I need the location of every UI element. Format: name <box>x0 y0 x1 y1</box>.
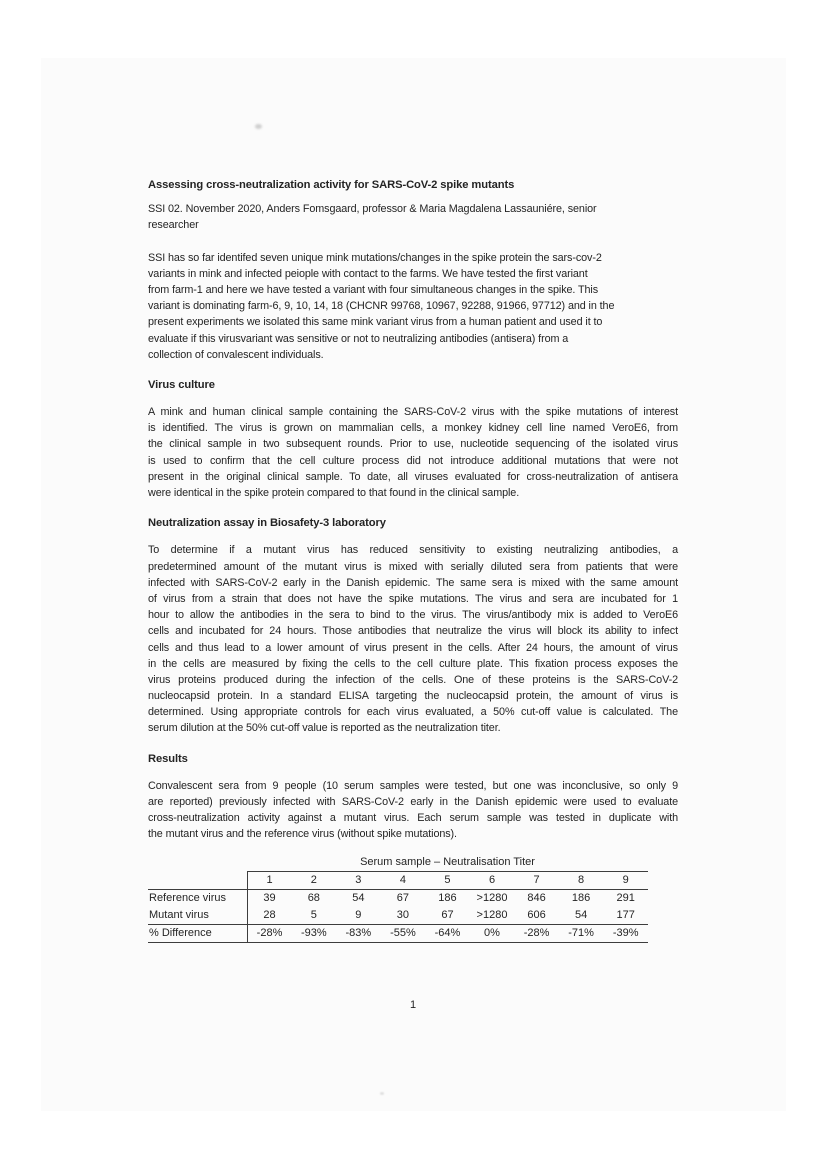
value-cell: 186 <box>571 891 591 904</box>
value-cell: 54 <box>559 907 604 925</box>
value-cell: -83% <box>336 924 381 942</box>
value-cell: 39 <box>247 889 292 907</box>
document-page <box>41 58 786 1111</box>
value-cell: -93% <box>292 924 337 942</box>
paragraph-line: evaluate if this virusvariant was sensitive or not to neutralizing antibodies (antisera) from a <box>148 332 569 345</box>
results-paragraph <box>148 778 678 843</box>
scan-smudge <box>255 124 262 129</box>
paragraph-line: infected with SARS-CoV-2 early in the Danish epidemic. The same sera is mixed with the same amount <box>148 576 678 589</box>
section-heading-results: Results <box>148 752 188 765</box>
column-header-cell: 6 <box>470 871 515 889</box>
row-label-cell: Mutant virus <box>148 907 247 925</box>
table-row-percent-difference <box>148 924 648 942</box>
paragraph-line: cells and incubated for 24 hours. Those antibodies that neutralize the virus will block its ability to infect <box>148 625 678 638</box>
virus-culture-paragraph <box>148 404 678 501</box>
paragraph-line: SSI has so far identifed seven unique mink mutations/changes in the spike protein the sars-cov-2 <box>148 251 602 264</box>
value-cell: 0% <box>470 924 515 942</box>
neutralization-assay-paragraph <box>148 542 678 736</box>
value-cell: 30 <box>381 907 426 925</box>
value-cell: -55% <box>381 924 426 942</box>
value-cell: 28 <box>247 907 292 925</box>
column-header-cell: 1 <box>247 871 292 889</box>
page-number: 1 <box>409 998 417 1011</box>
paragraph-line: cross-neutralization activity against a mutant virus. Each serum sample was tested in duplicate with <box>148 812 678 825</box>
paragraph-line: determined. Using appropriate controls for each virus evaluated, a 50% cut-off value is calculated. The <box>148 706 678 719</box>
neutralisation-titer-table <box>148 871 648 943</box>
paragraph-line: A mink and human clinical sample containing the SARS-CoV-2 virus with the spike mutations of interest <box>148 406 678 419</box>
value-cell: -71% <box>559 924 604 942</box>
paragraph-line: were identical in the spike protein compared to that found in the clinical sample. <box>148 487 520 500</box>
paragraph-line: serum dilution at the 50% cut-off value is reported as the neutralization titer. <box>148 722 501 735</box>
row-label-cell: Reference virus <box>149 891 227 904</box>
paragraph-line: of virus from a strain that does not have the spike mutations. The virus and sera are incubated for 1 <box>148 592 678 605</box>
paragraph-line: are reported) previously infected with SARS-CoV-2 early in the Danish epidemic were used to evaluate <box>148 796 678 809</box>
table-header-row <box>148 871 648 889</box>
table-row-mutant-virus <box>148 907 648 925</box>
value-cell: 54 <box>352 891 365 904</box>
value-cell: 67 <box>425 907 470 925</box>
section-heading-neutralization-assay: Neutralization assay in Biosafety-3 laboratory <box>148 517 386 530</box>
value-cell: >1280 <box>470 907 515 925</box>
paragraph-line: hour to allow the antibodies in the sera to bind to the virus. The virus/antibody mix is added to VeroE6 <box>148 609 678 622</box>
column-header-cell: 4 <box>381 871 426 889</box>
column-header-cell: 9 <box>603 871 648 889</box>
paragraph-line: present in the original clinical sample. To date, all viruses evaluated for cross-neutralization of antisera <box>148 470 678 483</box>
paragraph-line: the clinical sample in two subsequent rounds. Prior to use, nucleotide sequencing of the isolated virus <box>148 438 678 451</box>
byline-line: SSI 02. November 2020, Anders Fomsgaard, professor & Maria Magdalena Lassauniére, senior <box>148 203 597 216</box>
byline-line: researcher <box>148 219 199 232</box>
column-header-cell: 5 <box>425 871 470 889</box>
scan-smudge <box>380 1092 384 1095</box>
table-caption: Serum sample – Neutralisation Titer <box>360 855 535 868</box>
doc-title: Assessing cross-neutralization activity for SARS-CoV-2 spike mutants <box>148 179 515 191</box>
paragraph-line: virus proteins produced during the infection of the cells. One of these proteins is the SARS-CoV-2 <box>148 673 678 686</box>
doc-byline <box>148 201 678 233</box>
value-cell: -28% <box>514 924 559 942</box>
value-cell: 67 <box>396 891 410 904</box>
paragraph-line: Convalescent sera from 9 people (10 serum samples were tested, but one was inconclusive, so only 9 <box>148 779 678 792</box>
value-cell: -28% <box>247 924 292 942</box>
empty-corner-cell <box>148 871 247 889</box>
paragraph-line: present experiments we isolated this same mink variant virus from a human patient and used it to <box>148 316 603 329</box>
value-cell: -39% <box>603 924 648 942</box>
value-cell: 9 <box>336 907 381 925</box>
paragraph-line: in the cells are measured by fixing the cells to the cell culture plate. This fixation process exposes the <box>148 657 678 670</box>
paragraph-line: predetermined amount of the mutant virus is mixed with serially diluted sera from patients that were <box>148 560 678 573</box>
paragraph-line: is identified. The virus is grown on mammalian cells, a monkey kidney cell line named VeroE6, from <box>148 422 678 435</box>
column-header-cell: 3 <box>336 871 381 889</box>
value-cell: 68 <box>307 891 320 904</box>
value-cell: 291 <box>616 891 635 904</box>
column-header-cell: 8 <box>559 871 604 889</box>
document-content <box>148 177 678 1011</box>
value-cell: -64% <box>425 924 470 942</box>
paragraph-line: variant is dominating farm-6, 9, 10, 14, 18 (CHCNR 99768, 10967, 92288, 91966, 97712) and in the <box>148 300 615 313</box>
paragraph-line: is used to confirm that the cell culture process did not introduce additional mutations that were not <box>148 454 678 467</box>
column-header-cell: 7 <box>514 871 559 889</box>
paragraph-line: To determine if a mutant virus has reduced sensitivity to existing neutralizing antibodies, a <box>148 544 678 557</box>
paragraph-line: variants in mink and infected peiople with contact to the farms. We have tested the first variant <box>148 267 588 280</box>
value-cell: 177 <box>603 907 648 925</box>
table-row-reference-virus <box>148 889 648 907</box>
value-cell: 606 <box>514 907 559 925</box>
value-cell: >1280 <box>476 891 508 904</box>
paragraph-line: the mutant virus and the reference virus (without spike mutations). <box>148 828 457 841</box>
section-heading-virus-culture: Virus culture <box>148 378 215 391</box>
paragraph-line: nucleocapsid protein. In a standard ELISA targeting the nucleocapsid protein, the amount of virus is <box>148 690 678 703</box>
intro-paragraph <box>148 250 678 363</box>
row-label-cell: % Difference <box>148 924 247 942</box>
paragraph-line: from farm-1 and here we have tested a variant with four simultaneous changes in the spike. This <box>148 283 599 296</box>
column-header-cell: 2 <box>292 871 337 889</box>
value-cell: 846 <box>527 891 546 904</box>
value-cell: 186 <box>438 891 457 904</box>
paragraph-line: collection of convalescent individuals. <box>148 348 324 361</box>
paragraph-line: cells and thus lead to a lower amount of virus present in the cells. After 24 hours, the amount of virus <box>148 641 678 654</box>
value-cell: 5 <box>292 907 337 925</box>
